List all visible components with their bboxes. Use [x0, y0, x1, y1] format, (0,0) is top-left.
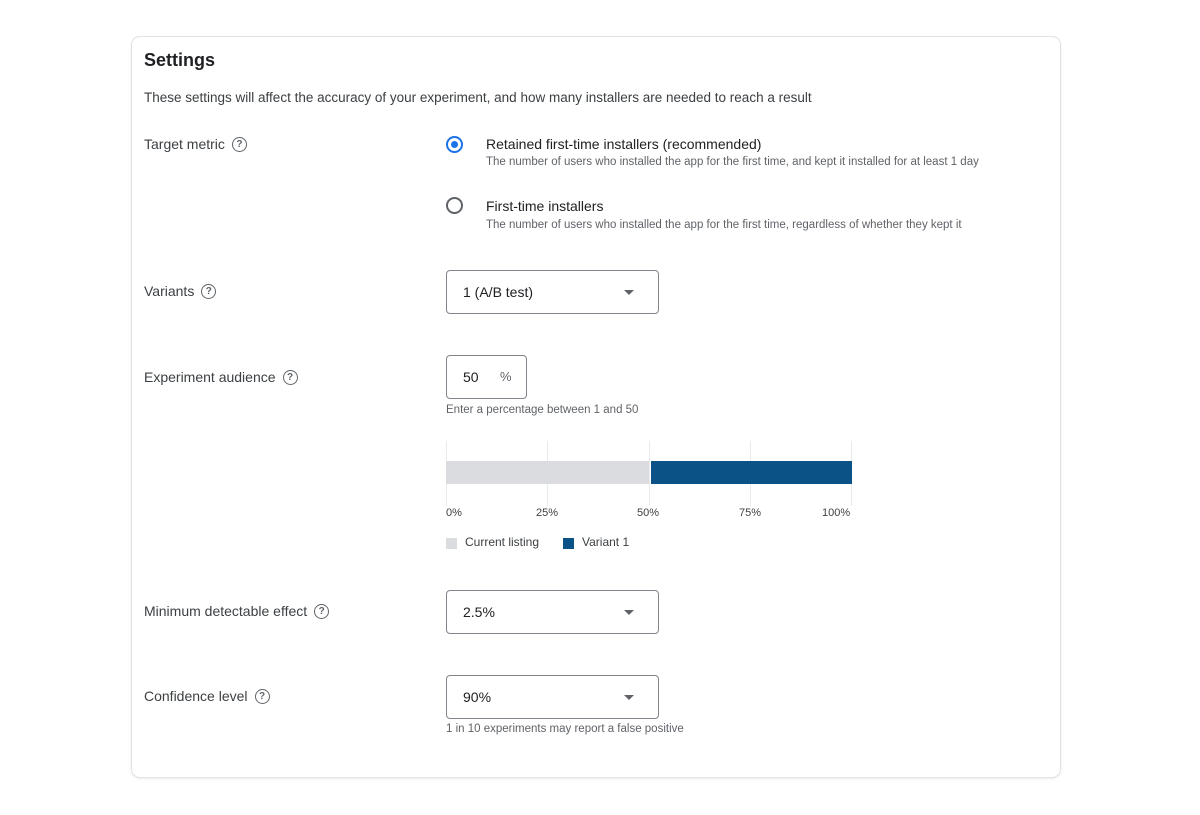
option-first-time-description: The number of users who installed the app for the first time, regardless of whether they kept it: [486, 219, 962, 231]
tick-label: 100%: [822, 507, 851, 519]
mde-label-row: [144, 603, 329, 619]
tick-label: 25%: [536, 507, 559, 519]
help-icon[interactable]: ?: [201, 284, 216, 299]
audience-value: 50: [463, 369, 479, 385]
variants-label: Variants: [144, 283, 195, 299]
confidence-select-value: 90%: [463, 689, 492, 705]
legend-variant-1: Variant 1: [582, 535, 630, 549]
variants-label-row: [144, 283, 216, 299]
confidence-hint: 1 in 10 experiments may report a false positive: [446, 723, 684, 735]
grid-line-50: [649, 441, 650, 506]
radio-retained-installers[interactable]: [446, 136, 463, 153]
audience-hint: Enter a percentage between 1 and 50: [446, 404, 639, 416]
caret-down-icon: [624, 695, 634, 700]
audience-percent-input[interactable]: [446, 355, 527, 399]
confidence-label-row: [144, 688, 270, 704]
tick-label: 0%: [446, 507, 462, 519]
variants-select-value: 1 (A/B test): [463, 284, 534, 300]
audience-label-row: [144, 369, 298, 385]
mde-label: Minimum detectable effect: [144, 603, 308, 619]
help-icon[interactable]: ?: [283, 370, 298, 385]
card-title: Settings: [144, 50, 216, 70]
variants-select[interactable]: [446, 270, 659, 314]
help-icon[interactable]: ?: [314, 604, 329, 619]
bar-current-listing: [446, 461, 649, 484]
mde-select-value: 2.5%: [463, 604, 495, 620]
caret-down-icon: [624, 290, 634, 295]
help-icon[interactable]: ?: [255, 689, 270, 704]
radio-first-time-installers[interactable]: [446, 197, 463, 214]
caret-down-icon: [624, 610, 634, 615]
confidence-select[interactable]: [446, 675, 659, 719]
settings-card: [132, 37, 1060, 777]
option-first-time-title[interactable]: First-time installers: [486, 198, 604, 214]
confidence-label: Confidence level: [144, 688, 248, 704]
audience-label: Experiment audience: [144, 369, 276, 385]
legend-swatch-variant-1: [563, 538, 574, 549]
card-subtitle: These settings will affect the accuracy of your experiment, and how many installers are needed to reach a result: [144, 90, 812, 105]
audience-unit: %: [500, 369, 512, 384]
bar-variant-1: [651, 461, 852, 484]
tick-label: 50%: [637, 507, 660, 519]
target-metric-label-row: [144, 136, 247, 152]
option-retained-title[interactable]: Retained first-time installers (recommended): [486, 136, 762, 152]
legend-swatch-current-listing: [446, 538, 457, 549]
mde-select[interactable]: [446, 590, 659, 634]
target-metric-label: Target metric: [144, 136, 225, 152]
tick-label: 75%: [739, 507, 762, 519]
help-icon[interactable]: ?: [232, 137, 247, 152]
option-retained-description: The number of users who installed the app for the first time, and kept it installed for at least 1 day: [486, 156, 979, 168]
legend-current-listing: Current listing: [465, 535, 540, 549]
